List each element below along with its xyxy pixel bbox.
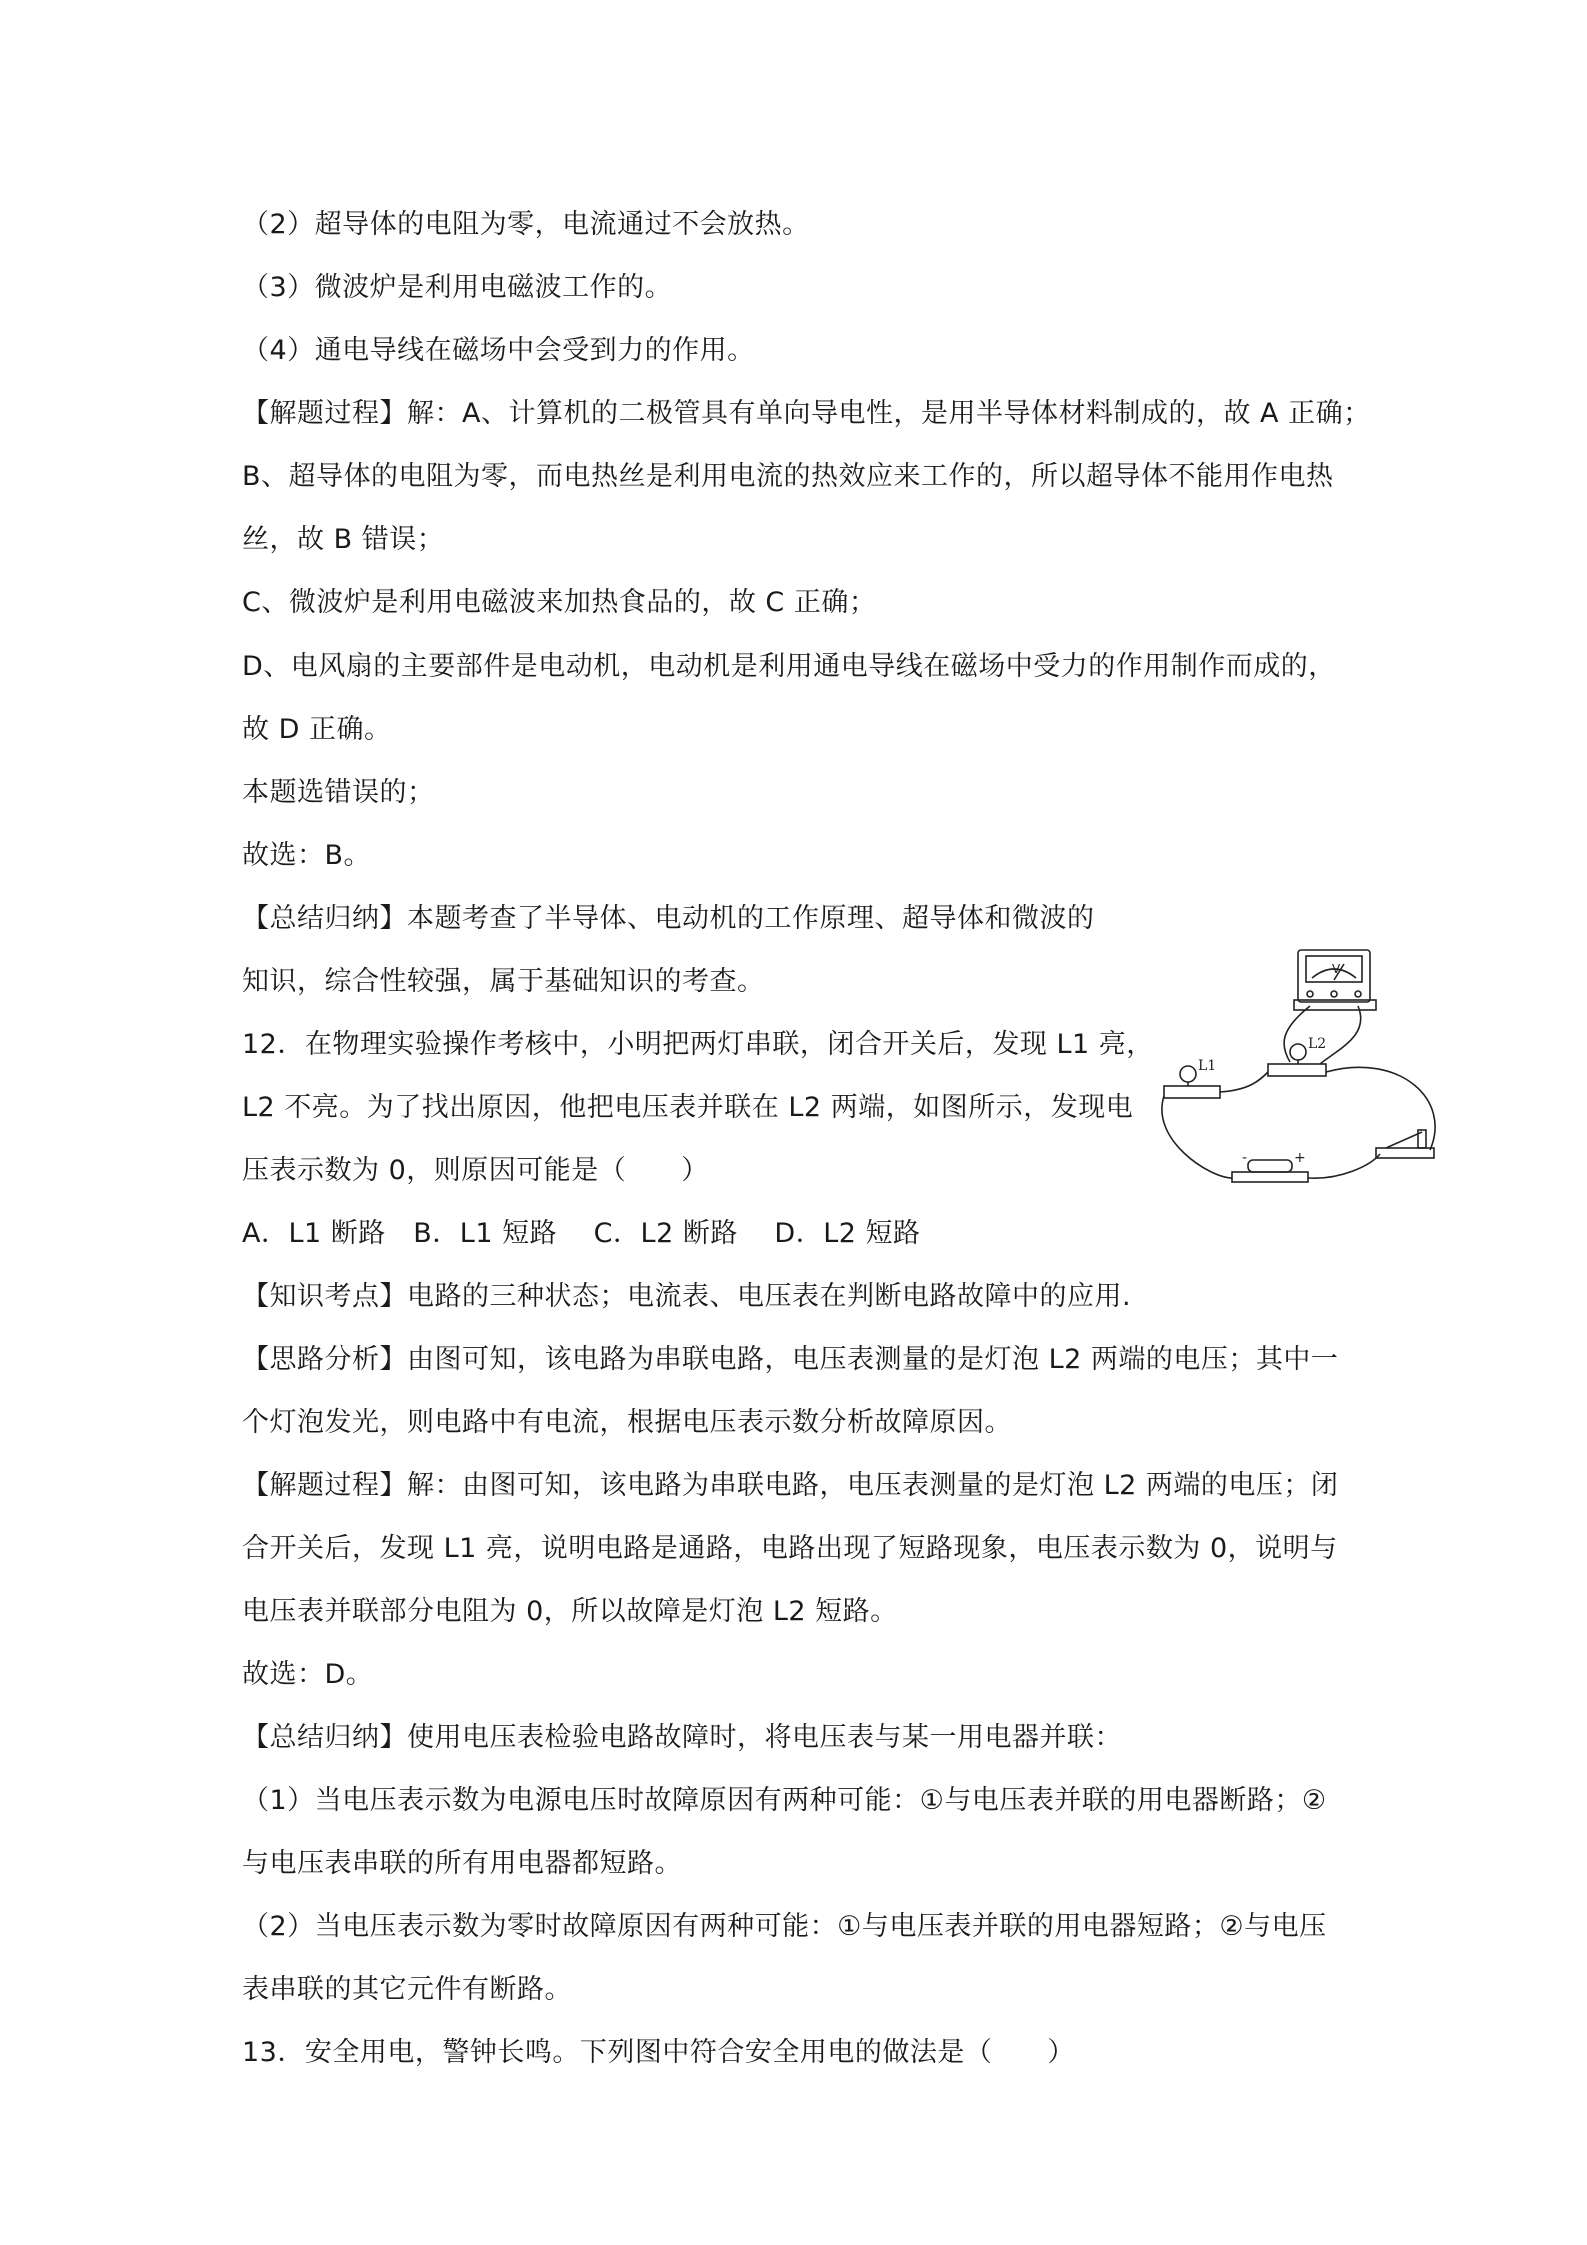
text-line: （2）超导体的电阻为零，电流通过不会放热。 xyxy=(242,209,810,240)
text-line: （4）通电导线在磁场中会受到力的作用。 xyxy=(242,335,755,366)
text-line: （2）当电压表示数为零时故障原因有两种可能：①与电压表并联的用电器短路；②与电压 xyxy=(242,1911,1327,1942)
lamp-l2-label: L2 xyxy=(1308,1036,1327,1052)
question-12-stem: 12．在物理实验操作考核中，小明把两灯串联，闭合开关后，发现 L1 亮， xyxy=(242,1029,1154,1060)
text-line: 表串联的其它元件有断路。 xyxy=(242,1974,572,2005)
text-line: 丝，故 B 错误； xyxy=(242,524,445,555)
text-line: 【解题过程】解：A、计算机的二极管具有单向导电性，是用半导体材料制成的，故 A 正确； xyxy=(242,398,1371,429)
text-line: L2 不亮。为了找出原因，他把电压表并联在 L2 两端，如图所示，发现电 xyxy=(242,1092,1134,1123)
text-line: 合开关后，发现 L1 亮，说明电路是通路，电路出现了短路现象，电压表示数为 0，说明与 xyxy=(242,1533,1338,1564)
text-line: 个灯泡发光，则电路中有电流，根据电压表示数分析故障原因。 xyxy=(242,1407,1012,1438)
text-line: 【知识考点】电路的三种状态；电流表、电压表在判断电路故障中的应用. xyxy=(242,1281,1132,1312)
switch-icon xyxy=(1376,1130,1434,1158)
text-line: 故选：B。 xyxy=(242,840,372,871)
text-line: 【思路分析】由图可知，该电路为串联电路，电压表测量的是灯泡 L2 两端的电压；其中一 xyxy=(242,1344,1339,1375)
circuit-diagram xyxy=(1160,940,1450,1190)
text-line: B、超导体的电阻为零，而电热丝是利用电流的热效应来工作的，所以超导体不能用作电热 xyxy=(242,461,1334,492)
answer-options: A．L1 断路 B．L1 短路 C．L2 断路 D．L2 短路 xyxy=(242,1218,921,1249)
battery-plus-label: + xyxy=(1294,1150,1306,1166)
question-13-stem: 13．安全用电，警钟长鸣。下列图中符合安全用电的做法是（ ） xyxy=(242,2037,1075,2068)
text-line: D、电风扇的主要部件是电动机，电动机是利用通电导线在磁场中受力的作用制作而成的， xyxy=(242,651,1336,682)
text-line: （1）当电压表示数为电源电压时故障原因有两种可能：①与电压表并联的用电器断路；② xyxy=(242,1785,1327,1816)
text-line: 本题选错误的； xyxy=(242,777,435,808)
text-line: 故选：D。 xyxy=(242,1659,374,1690)
text-line: 电压表并联部分电阻为 0，所以故障是灯泡 L2 短路。 xyxy=(242,1596,898,1627)
text-line: 与电压表串联的所有用电器都短路。 xyxy=(242,1848,682,1879)
voltmeter-symbol: V xyxy=(1332,962,1341,976)
voltmeter-icon xyxy=(1294,950,1376,1010)
lamp-l1-label: L1 xyxy=(1198,1058,1217,1074)
text-line: 【总结归纳】使用电压表检验电路故障时，将电压表与某一用电器并联： xyxy=(242,1722,1122,1753)
text-line: 【解题过程】解：由图可知，该电路为串联电路，电压表测量的是灯泡 L2 两端的电压；闭 xyxy=(242,1470,1339,1501)
battery-minus-label: - xyxy=(1242,1150,1248,1166)
text-line: （3）微波炉是利用电磁波工作的。 xyxy=(242,272,673,303)
text-line: 压表示数为 0，则原因可能是（ ） xyxy=(242,1155,709,1186)
text-line: 知识，综合性较强，属于基础知识的考查。 xyxy=(242,966,765,997)
text-line: 故 D 正确。 xyxy=(242,714,392,745)
text-line: C、微波炉是利用电磁波来加热食品的，故 C 正确； xyxy=(242,587,877,618)
text-line: 【总结归纳】本题考查了半导体、电动机的工作原理、超导体和微波的 xyxy=(242,903,1095,934)
